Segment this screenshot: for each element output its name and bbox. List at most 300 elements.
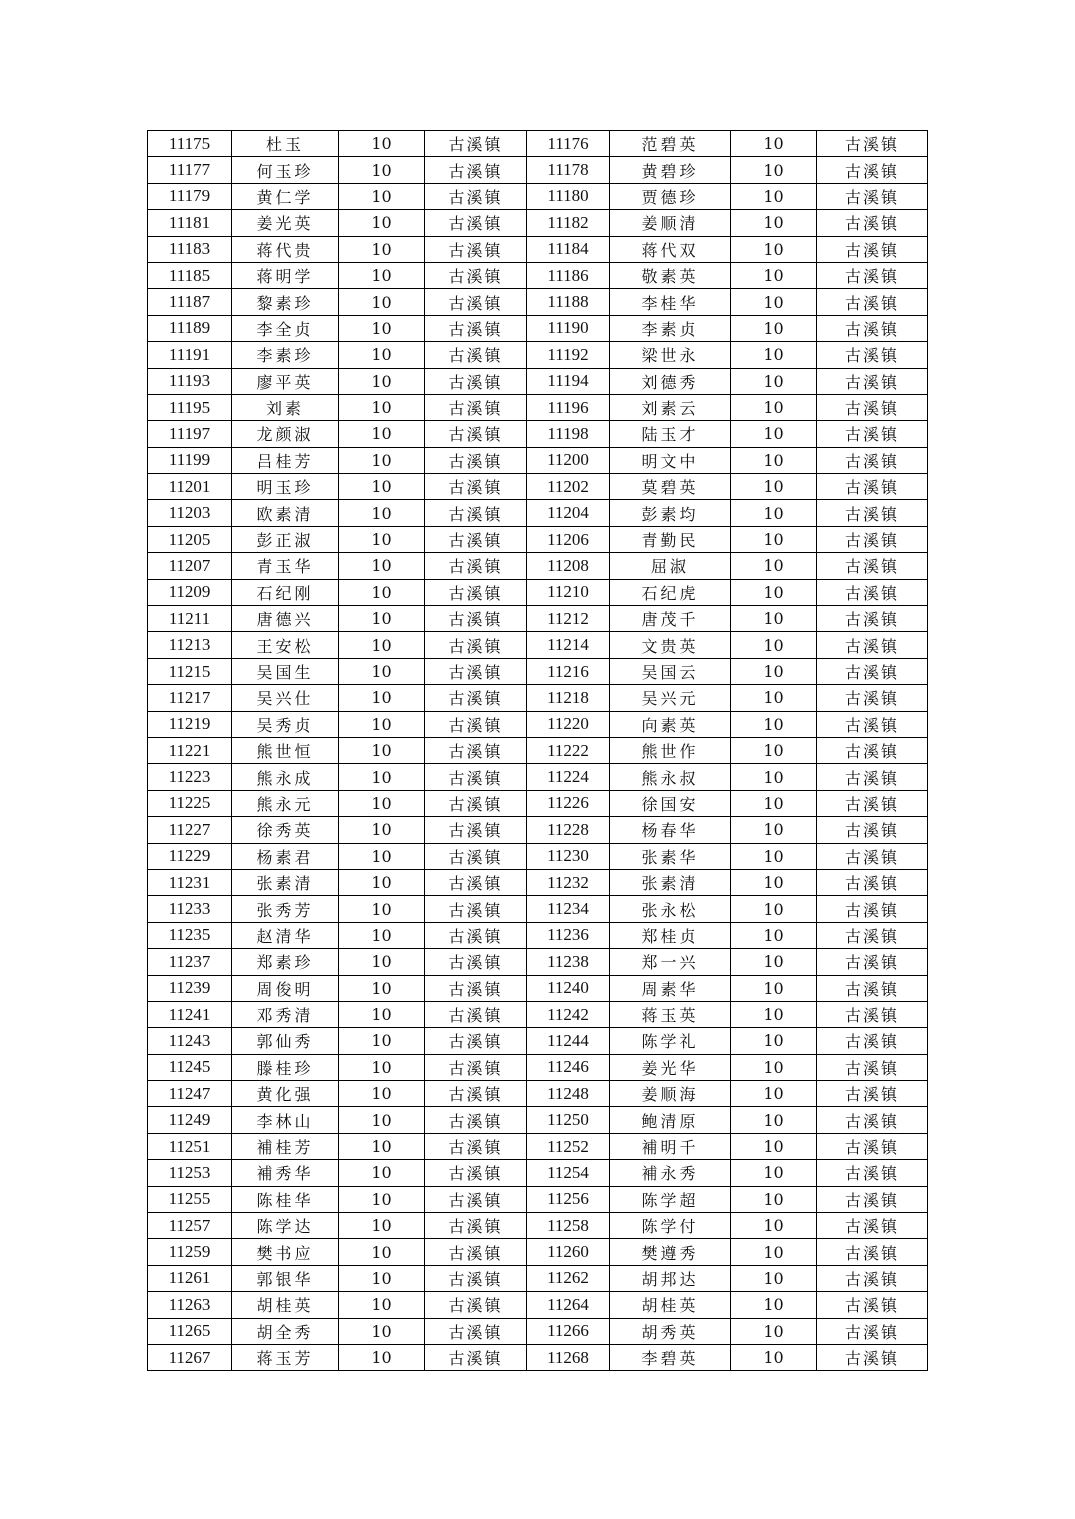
- town-cell: 古溪镇: [817, 500, 928, 526]
- table-row: [148, 1133, 928, 1159]
- id-cell: 11222: [527, 737, 610, 763]
- amount-cell: 10: [731, 843, 817, 869]
- name-cell: 李素贞: [610, 315, 731, 341]
- name-cell: 黄仁学: [232, 183, 339, 209]
- town-cell: 古溪镇: [425, 922, 527, 948]
- town-cell: 古溪镇: [817, 790, 928, 816]
- id-cell: 11244: [527, 1028, 610, 1054]
- id-cell: 11231: [148, 869, 232, 895]
- amount-cell: 10: [339, 289, 425, 315]
- town-cell: 古溪镇: [817, 131, 928, 157]
- id-cell: 11188: [527, 289, 610, 315]
- table-row: [148, 1160, 928, 1186]
- town-cell: 古溪镇: [817, 262, 928, 288]
- id-cell: 11257: [148, 1213, 232, 1239]
- name-cell: 吕桂芳: [232, 447, 339, 473]
- town-cell: 古溪镇: [817, 632, 928, 658]
- id-cell: 11178: [527, 157, 610, 183]
- table-row: [148, 1107, 928, 1133]
- town-cell: 古溪镇: [817, 553, 928, 579]
- town-cell: 古溪镇: [425, 896, 527, 922]
- id-cell: 11177: [148, 157, 232, 183]
- table-row: [148, 817, 928, 843]
- name-cell: 明玉珍: [232, 474, 339, 500]
- id-cell: 11210: [527, 579, 610, 605]
- amount-cell: 10: [339, 949, 425, 975]
- id-cell: 11193: [148, 368, 232, 394]
- town-cell: 古溪镇: [425, 553, 527, 579]
- id-cell: 11186: [527, 262, 610, 288]
- table-row: [148, 447, 928, 473]
- id-cell: 11212: [527, 606, 610, 632]
- name-cell: 鲍清原: [610, 1107, 731, 1133]
- amount-cell: 10: [339, 579, 425, 605]
- name-cell: 吴秀贞: [232, 711, 339, 737]
- id-cell: 11179: [148, 183, 232, 209]
- town-cell: 古溪镇: [817, 474, 928, 500]
- amount-cell: 10: [339, 210, 425, 236]
- name-cell: 胡桂英: [232, 1292, 339, 1318]
- name-cell: 樊书应: [232, 1239, 339, 1265]
- amount-cell: 10: [731, 632, 817, 658]
- amount-cell: 10: [731, 421, 817, 447]
- name-cell: 熊永成: [232, 764, 339, 790]
- table-row: [148, 289, 928, 315]
- town-cell: 古溪镇: [425, 1001, 527, 1027]
- amount-cell: 10: [731, 737, 817, 763]
- town-cell: 古溪镇: [425, 1292, 527, 1318]
- name-cell: 唐茂千: [610, 606, 731, 632]
- name-cell: 石纪虎: [610, 579, 731, 605]
- town-cell: 古溪镇: [817, 1133, 928, 1159]
- id-cell: 11192: [527, 342, 610, 368]
- town-cell: 古溪镇: [817, 975, 928, 1001]
- name-cell: 姜光华: [610, 1054, 731, 1080]
- name-cell: 吴国云: [610, 658, 731, 684]
- table-row: [148, 210, 928, 236]
- id-cell: 11255: [148, 1186, 232, 1212]
- town-cell: 古溪镇: [425, 210, 527, 236]
- id-cell: 11265: [148, 1318, 232, 1344]
- name-cell: 黄化强: [232, 1081, 339, 1107]
- town-cell: 古溪镇: [425, 342, 527, 368]
- amount-cell: 10: [339, 1292, 425, 1318]
- id-cell: 11207: [148, 553, 232, 579]
- town-cell: 古溪镇: [817, 1081, 928, 1107]
- amount-cell: 10: [731, 1054, 817, 1080]
- town-cell: 古溪镇: [425, 685, 527, 711]
- amount-cell: 10: [731, 1265, 817, 1291]
- amount-cell: 10: [339, 922, 425, 948]
- town-cell: 古溪镇: [817, 447, 928, 473]
- name-cell: 何玉珍: [232, 157, 339, 183]
- id-cell: 11251: [148, 1133, 232, 1159]
- name-cell: 郑桂贞: [610, 922, 731, 948]
- amount-cell: 10: [731, 289, 817, 315]
- town-cell: 古溪镇: [425, 500, 527, 526]
- amount-cell: 10: [339, 817, 425, 843]
- name-cell: 龙颜淑: [232, 421, 339, 447]
- id-cell: 11198: [527, 421, 610, 447]
- name-cell: 张秀芳: [232, 896, 339, 922]
- name-cell: 蒋明学: [232, 262, 339, 288]
- amount-cell: 10: [731, 949, 817, 975]
- amount-cell: 10: [731, 553, 817, 579]
- amount-cell: 10: [731, 183, 817, 209]
- town-cell: 古溪镇: [817, 949, 928, 975]
- table-row: [148, 394, 928, 420]
- amount-cell: 10: [339, 1344, 425, 1370]
- town-cell: 古溪镇: [425, 658, 527, 684]
- amount-cell: 10: [731, 975, 817, 1001]
- name-cell: 范碧英: [610, 131, 731, 157]
- id-cell: 11183: [148, 236, 232, 262]
- name-cell: 郑一兴: [610, 949, 731, 975]
- amount-cell: 10: [339, 1318, 425, 1344]
- amount-cell: 10: [339, 632, 425, 658]
- table-row: [148, 1265, 928, 1291]
- amount-cell: 10: [339, 790, 425, 816]
- id-cell: 11182: [527, 210, 610, 236]
- town-cell: 古溪镇: [817, 606, 928, 632]
- town-cell: 古溪镇: [817, 1001, 928, 1027]
- id-cell: 11250: [527, 1107, 610, 1133]
- town-cell: 古溪镇: [817, 394, 928, 420]
- amount-cell: 10: [731, 711, 817, 737]
- amount-cell: 10: [339, 1054, 425, 1080]
- amount-cell: 10: [731, 896, 817, 922]
- amount-cell: 10: [339, 394, 425, 420]
- name-cell: 屈淑: [610, 553, 731, 579]
- table-row: [148, 764, 928, 790]
- name-cell: 刘德秀: [610, 368, 731, 394]
- town-cell: 古溪镇: [425, 975, 527, 1001]
- amount-cell: 10: [731, 790, 817, 816]
- name-cell: 刘素云: [610, 394, 731, 420]
- town-cell: 古溪镇: [817, 289, 928, 315]
- name-cell: 姜顺清: [610, 210, 731, 236]
- town-cell: 古溪镇: [817, 210, 928, 236]
- amount-cell: 10: [731, 1213, 817, 1239]
- amount-cell: 10: [731, 315, 817, 341]
- town-cell: 古溪镇: [425, 421, 527, 447]
- amount-cell: 10: [339, 1001, 425, 1027]
- id-cell: 11253: [148, 1160, 232, 1186]
- id-cell: 11256: [527, 1186, 610, 1212]
- town-cell: 古溪镇: [425, 1054, 527, 1080]
- town-cell: 古溪镇: [425, 790, 527, 816]
- town-cell: 古溪镇: [817, 1028, 928, 1054]
- name-cell: 徐国安: [610, 790, 731, 816]
- id-cell: 11218: [527, 685, 610, 711]
- name-cell: 熊永元: [232, 790, 339, 816]
- amount-cell: 10: [731, 1239, 817, 1265]
- name-cell: 梁世永: [610, 342, 731, 368]
- amount-cell: 10: [731, 262, 817, 288]
- town-cell: 古溪镇: [425, 315, 527, 341]
- town-cell: 古溪镇: [425, 579, 527, 605]
- town-cell: 古溪镇: [425, 606, 527, 632]
- name-cell: 陈学付: [610, 1213, 731, 1239]
- town-cell: 古溪镇: [425, 632, 527, 658]
- id-cell: 11214: [527, 632, 610, 658]
- table-row: [148, 922, 928, 948]
- name-cell: 李碧英: [610, 1344, 731, 1370]
- name-cell: 胡秀英: [610, 1318, 731, 1344]
- id-cell: 11181: [148, 210, 232, 236]
- amount-cell: 10: [339, 1239, 425, 1265]
- id-cell: 11197: [148, 421, 232, 447]
- town-cell: 古溪镇: [425, 262, 527, 288]
- amount-cell: 10: [731, 447, 817, 473]
- amount-cell: 10: [731, 869, 817, 895]
- name-cell: 敬素英: [610, 262, 731, 288]
- town-cell: 古溪镇: [817, 579, 928, 605]
- town-cell: 古溪镇: [817, 1054, 928, 1080]
- id-cell: 11206: [527, 526, 610, 552]
- id-cell: 11246: [527, 1054, 610, 1080]
- town-cell: 古溪镇: [817, 1292, 928, 1318]
- amount-cell: 10: [339, 1186, 425, 1212]
- amount-cell: 10: [731, 474, 817, 500]
- amount-cell: 10: [339, 447, 425, 473]
- id-cell: 11266: [527, 1318, 610, 1344]
- name-cell: 李全贞: [232, 315, 339, 341]
- amount-cell: 10: [731, 658, 817, 684]
- town-cell: 古溪镇: [817, 843, 928, 869]
- id-cell: 11200: [527, 447, 610, 473]
- table-row: [148, 658, 928, 684]
- town-cell: 古溪镇: [817, 685, 928, 711]
- name-cell: 向素英: [610, 711, 731, 737]
- amount-cell: 10: [339, 368, 425, 394]
- table-row: [148, 342, 928, 368]
- amount-cell: 10: [339, 157, 425, 183]
- table-row: [148, 236, 928, 262]
- amount-cell: 10: [731, 526, 817, 552]
- table-row: [148, 526, 928, 552]
- id-cell: 11224: [527, 764, 610, 790]
- id-cell: 11237: [148, 949, 232, 975]
- town-cell: 古溪镇: [425, 843, 527, 869]
- amount-cell: 10: [339, 606, 425, 632]
- name-cell: 陈学礼: [610, 1028, 731, 1054]
- name-cell: 王安松: [232, 632, 339, 658]
- amount-cell: 10: [339, 262, 425, 288]
- name-cell: 李林山: [232, 1107, 339, 1133]
- name-cell: 陈学达: [232, 1213, 339, 1239]
- id-cell: 11190: [527, 315, 610, 341]
- town-cell: 古溪镇: [817, 368, 928, 394]
- table-row: [148, 579, 928, 605]
- id-cell: 11254: [527, 1160, 610, 1186]
- amount-cell: 10: [731, 685, 817, 711]
- town-cell: 古溪镇: [817, 1318, 928, 1344]
- town-cell: 古溪镇: [425, 1186, 527, 1212]
- id-cell: 11228: [527, 817, 610, 843]
- id-cell: 11176: [527, 131, 610, 157]
- id-cell: 11213: [148, 632, 232, 658]
- town-cell: 古溪镇: [817, 1160, 928, 1186]
- id-cell: 11184: [527, 236, 610, 262]
- town-cell: 古溪镇: [425, 394, 527, 420]
- id-cell: 11189: [148, 315, 232, 341]
- id-cell: 11227: [148, 817, 232, 843]
- amount-cell: 10: [731, 606, 817, 632]
- amount-cell: 10: [339, 764, 425, 790]
- table-row: [148, 1028, 928, 1054]
- amount-cell: 10: [339, 1133, 425, 1159]
- id-cell: 11241: [148, 1001, 232, 1027]
- name-cell: 郭仙秀: [232, 1028, 339, 1054]
- amount-cell: 10: [731, 131, 817, 157]
- amount-cell: 10: [731, 368, 817, 394]
- table-row: [148, 1054, 928, 1080]
- town-cell: 古溪镇: [817, 1239, 928, 1265]
- amount-cell: 10: [731, 1081, 817, 1107]
- town-cell: 古溪镇: [817, 896, 928, 922]
- amount-cell: 10: [339, 1213, 425, 1239]
- id-cell: 11259: [148, 1239, 232, 1265]
- id-cell: 11191: [148, 342, 232, 368]
- amount-cell: 10: [339, 1081, 425, 1107]
- name-cell: 李素珍: [232, 342, 339, 368]
- town-cell: 古溪镇: [425, 869, 527, 895]
- amount-cell: 10: [731, 1160, 817, 1186]
- table-row: [148, 790, 928, 816]
- roster-body: [148, 131, 928, 1371]
- town-cell: 古溪镇: [817, 869, 928, 895]
- id-cell: 11233: [148, 896, 232, 922]
- table-row: [148, 685, 928, 711]
- id-cell: 11240: [527, 975, 610, 1001]
- town-cell: 古溪镇: [817, 183, 928, 209]
- name-cell: 蒋代贵: [232, 236, 339, 262]
- town-cell: 古溪镇: [425, 131, 527, 157]
- name-cell: 蒋玉芳: [232, 1344, 339, 1370]
- table-row: [148, 1292, 928, 1318]
- town-cell: 古溪镇: [817, 315, 928, 341]
- id-cell: 11242: [527, 1001, 610, 1027]
- id-cell: 11216: [527, 658, 610, 684]
- id-cell: 11236: [527, 922, 610, 948]
- name-cell: 明文中: [610, 447, 731, 473]
- amount-cell: 10: [339, 737, 425, 763]
- name-cell: 李桂华: [610, 289, 731, 315]
- name-cell: 石纪刚: [232, 579, 339, 605]
- amount-cell: 10: [731, 1344, 817, 1370]
- town-cell: 古溪镇: [817, 1213, 928, 1239]
- town-cell: 古溪镇: [817, 711, 928, 737]
- table-row: [148, 737, 928, 763]
- id-cell: 11196: [527, 394, 610, 420]
- name-cell: 蒋玉英: [610, 1001, 731, 1027]
- name-cell: 熊永叔: [610, 764, 731, 790]
- amount-cell: 10: [731, 922, 817, 948]
- amount-cell: 10: [339, 131, 425, 157]
- table-row: [148, 131, 928, 157]
- table-row: [148, 869, 928, 895]
- amount-cell: 10: [339, 526, 425, 552]
- id-cell: 11261: [148, 1265, 232, 1291]
- id-cell: 11201: [148, 474, 232, 500]
- id-cell: 11263: [148, 1292, 232, 1318]
- name-cell: 刘素: [232, 394, 339, 420]
- id-cell: 11258: [527, 1213, 610, 1239]
- name-cell: 张素华: [610, 843, 731, 869]
- name-cell: 廖平英: [232, 368, 339, 394]
- name-cell: 青玉华: [232, 553, 339, 579]
- amount-cell: 10: [731, 764, 817, 790]
- amount-cell: 10: [731, 394, 817, 420]
- amount-cell: 10: [339, 500, 425, 526]
- amount-cell: 10: [339, 553, 425, 579]
- town-cell: 古溪镇: [425, 447, 527, 473]
- amount-cell: 10: [339, 342, 425, 368]
- table-row: [148, 553, 928, 579]
- town-cell: 古溪镇: [425, 1344, 527, 1370]
- id-cell: 11238: [527, 949, 610, 975]
- name-cell: 陆玉才: [610, 421, 731, 447]
- town-cell: 古溪镇: [425, 711, 527, 737]
- table-row: [148, 949, 928, 975]
- name-cell: 邓秀清: [232, 1001, 339, 1027]
- table-row: [148, 975, 928, 1001]
- town-cell: 古溪镇: [425, 1265, 527, 1291]
- id-cell: 11221: [148, 737, 232, 763]
- name-cell: 彭正淑: [232, 526, 339, 552]
- name-cell: 胡桂英: [610, 1292, 731, 1318]
- id-cell: 11245: [148, 1054, 232, 1080]
- town-cell: 古溪镇: [425, 289, 527, 315]
- name-cell: 青勤民: [610, 526, 731, 552]
- table-row: [148, 606, 928, 632]
- id-cell: 11208: [527, 553, 610, 579]
- roster-table: [147, 130, 928, 1371]
- town-cell: 古溪镇: [425, 157, 527, 183]
- town-cell: 古溪镇: [425, 1318, 527, 1344]
- town-cell: 古溪镇: [817, 1344, 928, 1370]
- amount-cell: 10: [731, 500, 817, 526]
- name-cell: 徐秀英: [232, 817, 339, 843]
- id-cell: 11220: [527, 711, 610, 737]
- name-cell: 姜光英: [232, 210, 339, 236]
- town-cell: 古溪镇: [817, 342, 928, 368]
- id-cell: 11187: [148, 289, 232, 315]
- name-cell: 胡邦达: [610, 1265, 731, 1291]
- town-cell: 古溪镇: [425, 368, 527, 394]
- amount-cell: 10: [731, 210, 817, 236]
- name-cell: 補永秀: [610, 1160, 731, 1186]
- town-cell: 古溪镇: [817, 526, 928, 552]
- id-cell: 11223: [148, 764, 232, 790]
- table-row: [148, 843, 928, 869]
- name-cell: 陈桂华: [232, 1186, 339, 1212]
- amount-cell: 10: [339, 869, 425, 895]
- id-cell: 11217: [148, 685, 232, 711]
- id-cell: 11267: [148, 1344, 232, 1370]
- name-cell: 唐德兴: [232, 606, 339, 632]
- id-cell: 11234: [527, 896, 610, 922]
- table-row: [148, 711, 928, 737]
- id-cell: 11262: [527, 1265, 610, 1291]
- amount-cell: 10: [339, 1028, 425, 1054]
- name-cell: 杜玉: [232, 131, 339, 157]
- table-row: [148, 1186, 928, 1212]
- name-cell: 補明千: [610, 1133, 731, 1159]
- town-cell: 古溪镇: [425, 764, 527, 790]
- id-cell: 11232: [527, 869, 610, 895]
